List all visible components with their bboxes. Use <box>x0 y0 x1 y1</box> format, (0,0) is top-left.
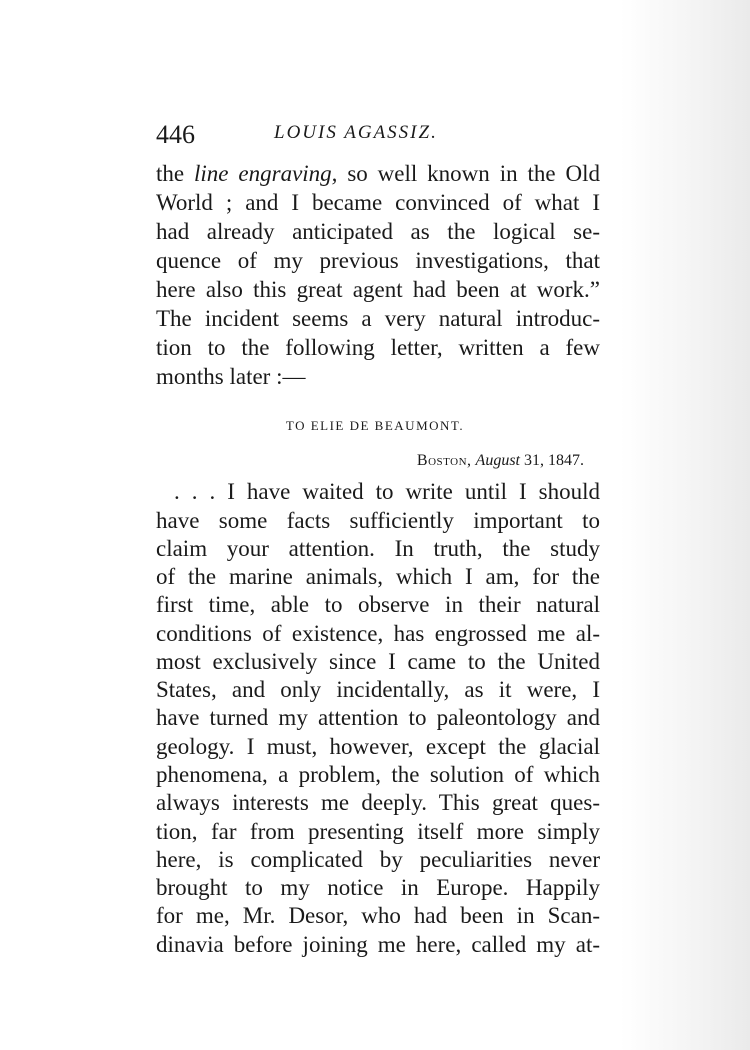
text-line: have turned my attention to paleontology and <box>156 705 600 730</box>
text-line: here also this great agent had been at work.” <box>156 277 600 302</box>
dateline-month: August <box>475 452 520 469</box>
text-line: World ; and I became convinced of what I <box>156 190 600 215</box>
text-line: months later :— <box>156 364 306 389</box>
text-line: . . . I have waited to write until I should <box>174 479 600 504</box>
text-line: here, is complicated by peculiarities never <box>156 847 600 872</box>
text-line: claim your attention. In truth, the study <box>156 536 600 561</box>
text-line: tion, far from presenting itself more simply <box>156 819 600 844</box>
letter-recipient: TO ELIE DE BEAUMONT. <box>285 418 465 433</box>
text-line: conditions of existence, has engrossed me al- <box>156 621 600 646</box>
running-head: LOUIS AGASSIZ. <box>274 122 438 143</box>
text-line: of the marine animals, which I am, for the <box>156 564 600 589</box>
dateline-day-year: 31, 1847. <box>524 452 584 469</box>
text-line: have some facts sufficiently important to <box>156 508 600 533</box>
italic-phrase: line engraving, <box>194 161 338 186</box>
text-line: first time, able to observe in their natural <box>156 592 600 617</box>
page-header <box>156 120 600 152</box>
text-line: the line engraving, so well known in the Old <box>156 161 600 186</box>
dateline-place: Boston, <box>416 452 472 469</box>
text-line: for me, Mr. Desor, who had been in Scan- <box>156 903 600 928</box>
text-line: The incident seems a very natural introduc- <box>156 306 600 331</box>
page-edge-shadow <box>620 0 750 1050</box>
text-line: States, and only incidentally, as it were, I <box>156 677 600 702</box>
text-line: had already anticipated as the logical se- <box>156 219 600 244</box>
text-line: geology. I must, however, except the glacial <box>156 734 600 759</box>
text-line: most exclusively since I came to the United <box>156 649 600 674</box>
text-line: brought to my notice in Europe. Happily <box>156 875 600 900</box>
letter-dateline <box>417 452 584 470</box>
page-number: 446 <box>156 120 195 149</box>
text-line: quence of my previous investigations, that <box>156 248 600 273</box>
text-line: always interests me deeply. This great ques- <box>156 790 600 815</box>
text-line: phenomena, a problem, the solution of which <box>156 762 600 787</box>
text-line: tion to the following letter, written a few <box>156 335 600 360</box>
text-line: dinavia before joining me here, called my at- <box>156 932 600 957</box>
